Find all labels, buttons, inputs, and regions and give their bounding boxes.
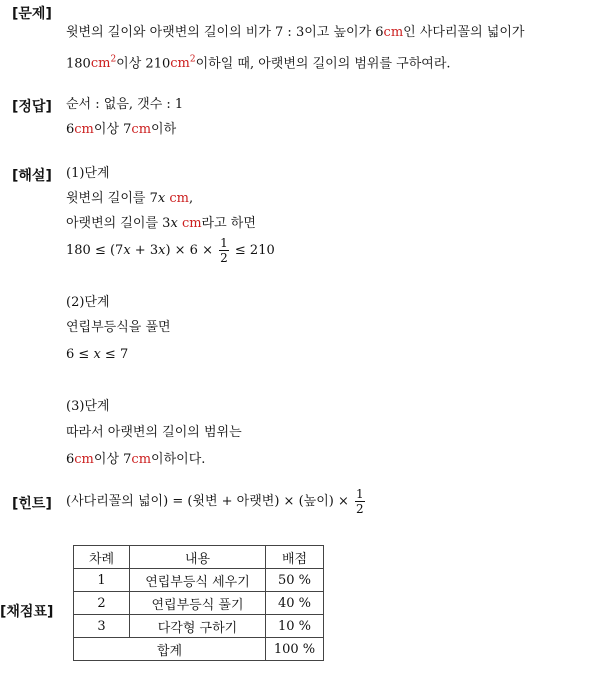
cell-points: 40 % (266, 592, 324, 615)
answer-text: 이하 (151, 122, 177, 137)
step1-line-1 (66, 190, 193, 208)
hint-label: [힌트] (12, 496, 52, 512)
step2-line-1: 연립부등식을 풀면 (66, 320, 171, 335)
step2-title: (2)단계 (66, 295, 110, 310)
problem-line-1 (66, 24, 524, 42)
fraction-one-half (355, 487, 365, 516)
solution-text: 아랫변의 길이를 3 (66, 216, 171, 231)
unit-cm2 (170, 56, 195, 71)
header-order: 차례 (74, 546, 130, 569)
cell-order: 3 (74, 615, 130, 638)
table-row (74, 615, 324, 638)
cell-content: 다각형 구하기 (130, 615, 266, 638)
variable-x: x (123, 243, 131, 258)
step1-line-2 (66, 215, 256, 233)
fraction-denominator: 2 (220, 251, 228, 265)
cell-order: 1 (74, 569, 130, 592)
table-row (74, 592, 324, 615)
math-text: 180 ≤ (7 (66, 243, 124, 258)
solution-label: [해설] (12, 168, 52, 184)
variable-x: x (157, 191, 166, 206)
problem-text: 윗변의 길이와 아랫변의 길이의 비가 7 : 3이고 높이가 6 (66, 25, 384, 40)
math-text: + 3 (130, 243, 159, 258)
cell-content: 연립부등식 풀기 (130, 592, 266, 615)
unit-cm: cm (74, 122, 94, 137)
answer-text: 이상 7 (93, 122, 132, 137)
solution-text: 윗변의 길이를 7 (66, 191, 158, 206)
step3-title: (3)단계 (66, 399, 110, 414)
header-content: 내용 (130, 546, 266, 569)
cell-points: 10 % (266, 615, 324, 638)
cell-order: 2 (74, 592, 130, 615)
step1-inequality (66, 234, 275, 268)
fraction-denominator: 2 (356, 502, 364, 516)
answer-label: [정답] (12, 99, 52, 115)
problem-text: 180 (66, 56, 91, 72)
cell-points: 50 % (266, 569, 324, 592)
grading-table (73, 545, 324, 661)
variable-x: x (158, 243, 166, 258)
header-points: 배점 (266, 546, 324, 569)
table-row (74, 569, 324, 592)
unit-cm: cm (383, 25, 404, 40)
answer-line-1: 순서 : 없음, 갯수 : 1 (66, 97, 184, 112)
step2-inequality (66, 346, 128, 364)
math-text: ≤ 210 (234, 243, 275, 258)
variable-x: x (170, 216, 178, 231)
answer-line-2 (66, 121, 176, 139)
math-text: ≤ 7 (104, 347, 129, 362)
unit-cm: cm (74, 452, 94, 467)
answer-text: 6 (66, 122, 75, 137)
hint-line (66, 484, 367, 520)
unit-cm: cm (169, 191, 189, 206)
step3-line-1: 따라서 아랫변의 길이의 범위는 (66, 425, 242, 440)
problem-text: 인 사다리꼴의 넓이가 (403, 25, 525, 40)
solution-text: 이하이다. (151, 452, 206, 467)
superscript-2: 2 (110, 55, 117, 65)
step3-line-2 (66, 451, 205, 469)
solution-text: , (188, 191, 194, 206)
math-text: ) × 6 × (165, 243, 213, 258)
unit-cm: cm (131, 452, 152, 467)
solution-text: 이상 7 (93, 452, 132, 467)
unit-cm: cm (131, 122, 152, 137)
problem-text: 이하일 때, 아랫변의 길이의 범위를 구하여라. (195, 56, 451, 72)
unit-cm2 (91, 56, 116, 71)
problem-label: [문제] (12, 6, 52, 22)
cell-content: 연립부등식 세우기 (130, 569, 266, 592)
problem-line-2 (66, 51, 451, 73)
solution-text: 6 (66, 452, 75, 467)
unit-cm: cm (90, 56, 111, 72)
fraction-numerator: 1 (220, 236, 228, 250)
step1-title: (1)단계 (66, 166, 110, 181)
cell-total-value: 100 % (266, 638, 324, 661)
variable-x: x (93, 347, 101, 362)
superscript-2: 2 (189, 55, 196, 65)
fraction-one-half (219, 236, 229, 265)
solution-text: 라고 하면 (201, 216, 256, 231)
problem-text: 이상 210 (116, 56, 171, 72)
cell-total-label: 합계 (74, 638, 266, 661)
table-total-row (74, 638, 324, 661)
unit-cm: cm (170, 56, 190, 72)
math-text: 6 ≤ (66, 347, 90, 362)
unit-cm: cm (181, 216, 202, 231)
hint-text: (사다리꼴의 넓이) = (윗변 + 아랫변) × (높이) × (66, 494, 349, 509)
grading-label: [채점표] (0, 604, 54, 620)
table-header-row (74, 546, 324, 569)
fraction-numerator: 1 (356, 487, 364, 501)
